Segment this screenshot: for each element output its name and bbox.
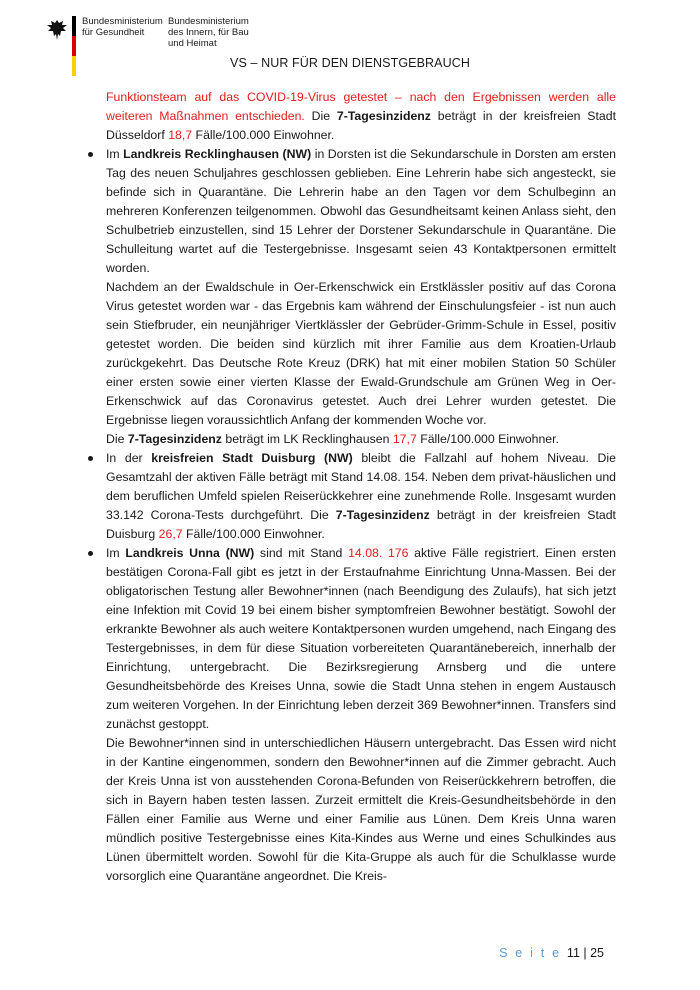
duisburg-paragraph: In der kreisfreien Stadt Duisburg (NW) bleibt die Fallzahl auf hohem Niveau. Die Gesamtzahl der aktiven Fälle beträgt mit Stand 14.08. 154. Neben dem privat-häuslichen und dem beruflichen Umfeld spielen Reiserückkehrer eine zunehmende Rolle. Insgesamt wurden 33.142 Corona-Tests durchgeführt. Die 7-Tagesinzidenz beträgt in der kreisfreien Stadt Duisburg 26,7 Fälle/100.000 Einwohner. — [106, 451, 617, 541]
ministry-health-name: Bundesministerium für Gesundheit — [82, 16, 163, 38]
ministry-interior-name: Bundesministerium des Innern, für Bau und Heimat — [168, 16, 249, 49]
page-number: S e i t e 11 | 25 — [499, 946, 604, 960]
flag-red-stripe — [72, 36, 76, 56]
list-item-recklinghausen — [106, 145, 616, 449]
unna-paragraph-1: Im Landkreis Unna (NW) sind mit Stand 14.08. 176 aktive Fälle registriert. Einen ersten bestätigen Corona-Fall gibt es jetzt in der Erstaufnahme Einrichtung Unna-Massen. Bei der obligatorischen Testung aller Bewohner*innen (nach Beendigung des Zulaufs), hat sich jetzt eine Infektion mit Covid 19 bei einem bisher symptomfreien Bewohner bestätigt. Sowohl der erkrankte Bewohner als auch weitere Kontaktpersonen wurden umgehend, nach Eingang des Testergebnisses, in dem für diese Situation vorbereiteten Quarantänebereich, innerhalb der Einrichtung, untergebracht. Die Bezirksregierung Arnsberg und die untere Gesundheitsbehörde des Kreises Unna, sowie die Stadt Unna stehen in engem Austausch zum weiteren Vorgehen. In der Einrichtung leben derzeit 369 Bewohner*innen. Transfers sind zunächst gestoppt. — [106, 546, 617, 731]
federal-eagle-icon — [46, 18, 68, 42]
bullet-icon — [88, 152, 93, 157]
intro-paragraph: Funktionsteam auf das COVID-19-Virus getestet – nach den Ergebnissen werden alle weiteren Maßnahmen entschieden. Die 7-Tagesinzidenz beträgt in der kreisfreien Stadt Düsseldorf 18,7 Fälle/100.000 Einwohner. — [106, 90, 616, 142]
list-item-duisburg — [106, 449, 616, 544]
list-item-unna — [106, 544, 616, 886]
document-body — [106, 88, 616, 886]
flag-black-stripe — [72, 16, 76, 36]
classification-label: VS – NUR FÜR DEN DIENSTGEBRAUCH — [230, 56, 470, 70]
recklinghausen-paragraph-1: Im Landkreis Recklinghausen (NW) in Dorsten ist die Sekundarschule in Dorsten am ersten Tag des neuen Schuljahres geschlossen geblieben. Eine Lehrerin habe sich angesteckt, sie befinde sich in Quarantäne. Die Lehrerin habe an den Tagen vor dem Schulbeginn an mehreren Konferenzen teilgenommen. Obwohl das Gesundheitsamt keinen Anlass sieht, den Schulbetrieb einzustellen, sind 15 Lehrer der Dorstener Sekundarschule in Quarantäne. Die Schulleitung wartet auf die Testergebnisse. Insgesamt seien 43 Kontaktpersonen ermittelt worden. — [106, 147, 617, 275]
recklinghausen-paragraph-2: Nachdem an der Ewaldschule in Oer-Erkenschwick ein Erstklässler positiv auf das Corona Virus getestet worden war - das Ergebnis kam während der Einschulungsfeier - ist nun auch sein Stiefbruder, ein neunjähriger Viertklässler der Gebrüder-Grimm-Schule in Essel, positiv getestet worden. Die beiden sind kürzlich mit ihrer Familie aus dem Kroatien-Urlaub zurückgekehrt. Das Deutsche Rote Kreuz (DRK) hat mit einer mobilen Station 50 Schüler einer ersten sowie einer vierten Klasse der Ewald-Grundschule am Grünen Weg in Oer-Erkenschwick auf das Coronavirus getestet. Auch drei Lehrer wurden getestet. Die Ergebnisse liegen voraussichtlich Anfang der kommenden Woche vor. — [106, 280, 616, 427]
recklinghausen-paragraph-3: Die 7-Tagesinzidenz beträgt im LK Recklinghausen 17,7 Fälle/100.000 Einwohner. — [106, 432, 559, 446]
unna-paragraph-2: Die Bewohner*innen sind in unterschiedlichen Häusern untergebracht. Das Essen wird nicht in der Kantine eingenommen, sondern den Bewohner*innen auf die Zimmer gebracht. Auch der Kreis Unna ist von ausstehenden Corona-Befunden von Reiserückkehrern betroffen, die sich in Bayern haben testen lassen. Zurzeit ermittelt die Kreis-Gesundheitsbehörde in den Fällen einer Familie aus Werne und einer Familie aus Lünen. Dem Kreis Unna waren mündlich positive Testergebnisse eines Kita-Kindes aus Werne und eines Schulkindes aus Lünen übermittelt worden. Sowohl für die Kita-Gruppe als auch für die Schulklasse wurde vorsorglich eine Quarantäne angeordnet. Die Kreis- — [106, 736, 616, 883]
bullet-icon — [88, 456, 93, 461]
bullet-icon — [88, 551, 93, 556]
